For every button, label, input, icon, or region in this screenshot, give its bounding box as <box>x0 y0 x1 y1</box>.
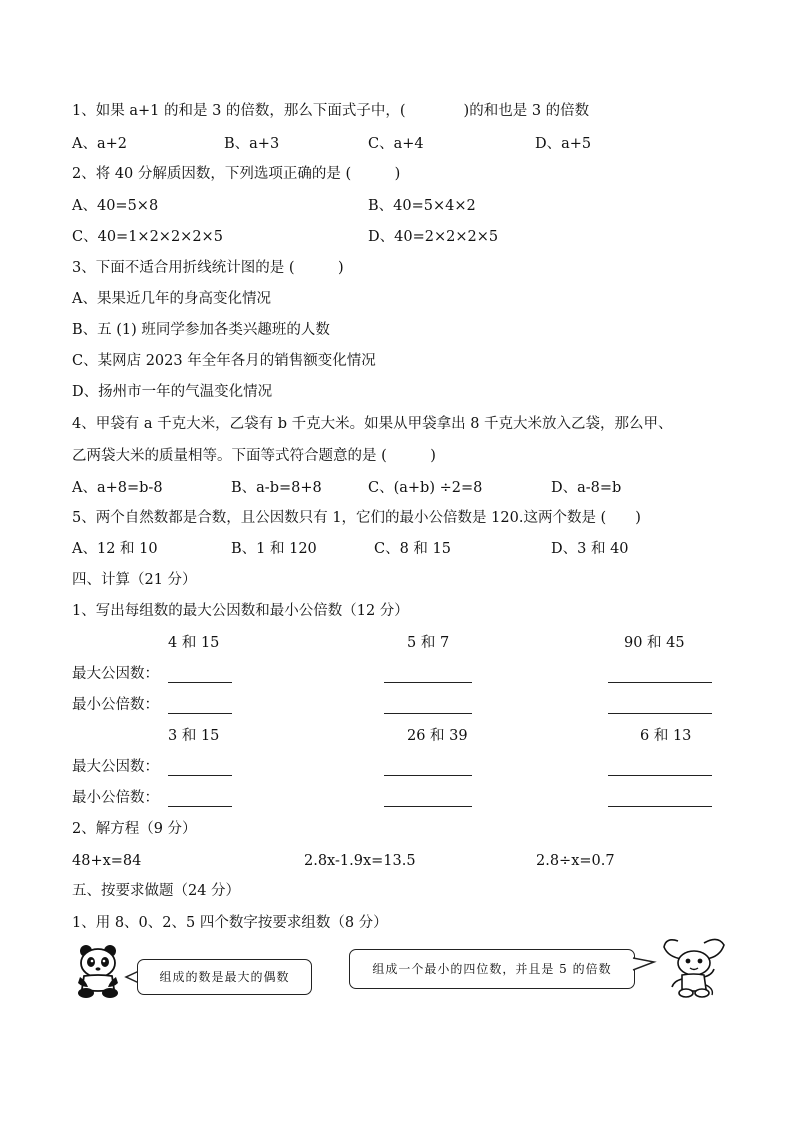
equation: 48+x=84 <box>72 853 142 869</box>
lcm-label: 最小公倍数： <box>72 697 159 713</box>
lcm-answer-blank[interactable] <box>168 806 232 807</box>
equation: 2.8x-1.9x=13.5 <box>304 853 416 869</box>
question-4-option-a: A、a+8=b-8 <box>72 480 163 496</box>
section-4-q2-title: 2、解方程（9 分） <box>72 821 197 837</box>
question-1-option-c: C、a+4 <box>368 136 424 152</box>
question-2-stem: 2、将 40 分解质因数，下列选项正确的是 ( ) <box>72 166 401 182</box>
question-1-option-a: A、a+2 <box>72 136 127 152</box>
lcm-answer-blank[interactable] <box>384 806 472 807</box>
question-4-option-d: D、a-8=b <box>551 480 622 496</box>
gcd-label: 最大公因数： <box>72 759 159 775</box>
gcd-answer-blank[interactable] <box>608 682 712 683</box>
section-5-heading: 五、按要求做题（24 分） <box>72 883 241 899</box>
bunny-icon <box>660 935 728 999</box>
speech-bubble-right <box>349 949 635 989</box>
section-4-heading: 四、计算（21 分） <box>72 572 197 588</box>
number-pair: 4 和 15 <box>168 635 220 651</box>
question-4-option-b: B、a-b=8+8 <box>231 480 322 496</box>
lcm-label: 最小公倍数： <box>72 790 159 806</box>
question-4-option-c: C、(a+b) ÷2=8 <box>368 480 483 496</box>
question-2-option-b: B、40=5×4×2 <box>368 198 476 214</box>
section-4-q1-title: 1、写出每组数的最大公因数和最小公倍数（12 分） <box>72 603 409 619</box>
gcd-answer-blank[interactable] <box>384 775 472 776</box>
gcd-answer-blank[interactable] <box>384 682 472 683</box>
question-3-option-a: A、果果近几年的身高变化情况 <box>72 291 271 307</box>
section-5-q1-title: 1、用 8、0、2、5 四个数字按要求组数（8 分） <box>72 915 388 931</box>
question-5-option-b: B、1 和 120 <box>231 541 317 557</box>
question-2-option-d: D、40=2×2×2×5 <box>368 229 499 245</box>
speech-bubble-left-text: 组成的数是最大的偶数 <box>159 970 290 984</box>
question-3-option-d: D、扬州市一年的气温变化情况 <box>72 384 273 400</box>
speech-bubble-tail <box>633 957 655 971</box>
question-5-stem: 5、两个自然数都是合数，且公因数只有 1，它们的最小公倍数是 120.这两个数是 ( ) <box>72 510 641 526</box>
gcd-label: 最大公因数： <box>72 666 159 682</box>
question-4-stem-line-2: 乙两袋大米的质量相等。下面等式符合题意的是 ( ) <box>72 448 436 464</box>
question-1-option-d: D、a+5 <box>535 136 592 152</box>
number-pair: 26 和 39 <box>407 728 468 744</box>
lcm-answer-blank[interactable] <box>608 806 712 807</box>
speech-bubble-left <box>137 959 312 995</box>
number-pair: 5 和 7 <box>407 635 450 651</box>
gcd-answer-blank[interactable] <box>168 775 232 776</box>
question-2-option-a: A、40=5×8 <box>72 198 159 214</box>
number-pair: 3 和 15 <box>168 728 220 744</box>
equation: 2.8÷x=0.7 <box>536 853 615 869</box>
gcd-answer-blank[interactable] <box>608 775 712 776</box>
number-pair: 90 和 45 <box>624 635 685 651</box>
question-1-option-b: B、a+3 <box>224 136 280 152</box>
question-3-stem: 3、下面不适合用折线统计图的是 ( ) <box>72 260 344 276</box>
question-3-option-b: B、五 (1) 班同学参加各类兴趣班的人数 <box>72 322 330 338</box>
speech-bubble-right-text: 组成一个最小的四位数，并且是 5 的倍数 <box>372 962 612 976</box>
question-1-stem: 1、如果 a+1 的和是 3 的倍数，那么下面式子中，( )的和也是 3 的倍数 <box>72 103 590 119</box>
number-pair: 6 和 13 <box>640 728 692 744</box>
question-5-option-a: A、12 和 10 <box>72 541 158 557</box>
gcd-answer-blank[interactable] <box>168 682 232 683</box>
question-5-option-d: D、3 和 40 <box>551 541 629 557</box>
lcm-answer-blank[interactable] <box>384 713 472 714</box>
question-4-stem-line-1: 4、甲袋有 a 千克大米，乙袋有 b 千克大米。如果从甲袋拿出 8 千克大米放入乙袋，那么甲、 <box>72 416 673 432</box>
lcm-answer-blank[interactable] <box>168 713 232 714</box>
question-5-option-c: C、8 和 15 <box>374 541 451 557</box>
question-3-option-c: C、某网店 2023 年全年各月的销售额变化情况 <box>72 353 376 369</box>
question-2-option-c: C、40=1×2×2×2×5 <box>72 229 223 245</box>
lcm-answer-blank[interactable] <box>608 713 712 714</box>
panda-icon <box>72 943 122 999</box>
